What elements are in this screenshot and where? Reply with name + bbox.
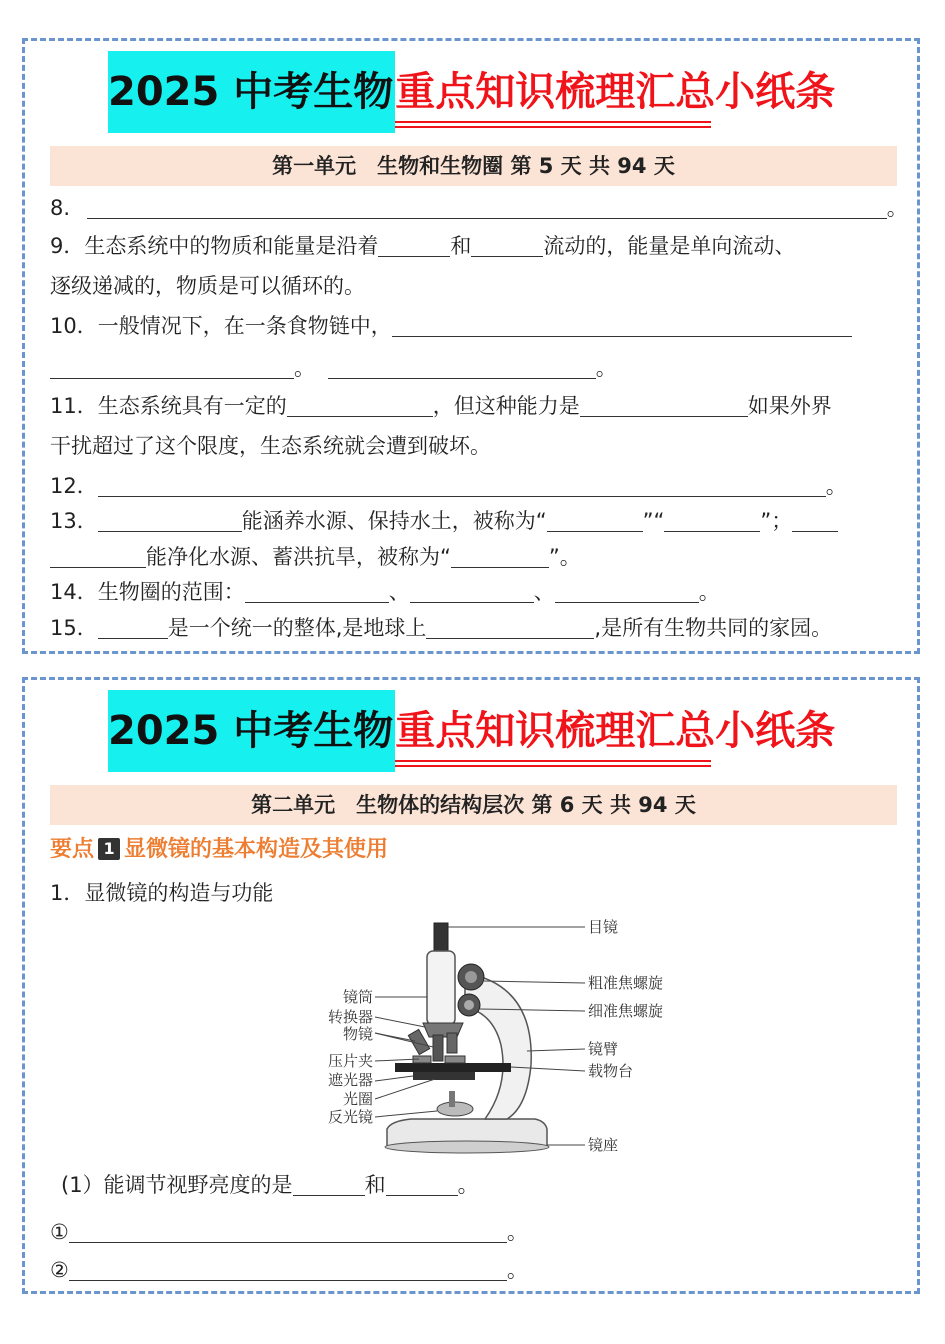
punct: 。 <box>457 1173 479 1197</box>
question-number: 13． <box>50 509 98 533</box>
question-1 <box>61 1170 479 1200</box>
punct: 、 <box>533 580 555 604</box>
question-14 <box>50 577 720 607</box>
key-title: 显微镜的基本构造及其使用 <box>124 837 389 862</box>
question-15 <box>50 613 832 643</box>
question-text: (1）能调节视野亮度的是 <box>61 1173 293 1197</box>
microscope-diagram <box>295 915 664 1165</box>
question-text: 流动的，能量是单向流动、 <box>543 234 796 258</box>
answer-blank[interactable] <box>69 1218 507 1243</box>
circled-number: ① <box>50 1220 69 1244</box>
question-9 <box>50 231 795 261</box>
key-point-heading <box>50 832 388 863</box>
question-text: 11．生态系统具有一定的 <box>50 394 287 418</box>
question-number: 12． <box>50 474 98 498</box>
question-9-cont: 逐级递减的，物质是可以循环的。 <box>50 274 365 298</box>
label-fine-focus: 细准焦螺旋 <box>588 1002 664 1020</box>
microscope-arm <box>465 973 531 1119</box>
answer-blank[interactable] <box>426 614 594 639</box>
punct: 。 <box>595 356 617 380</box>
label-eyepiece: 目镜 <box>588 918 619 936</box>
answer-blank[interactable] <box>386 1171 458 1196</box>
punct: 。 <box>825 474 847 498</box>
question-text: 10．一般情况下，在一条食物链中， <box>50 314 392 338</box>
answer-blank[interactable] <box>451 543 549 568</box>
question-8 <box>50 193 908 223</box>
answer-line-1 <box>50 1217 528 1247</box>
title-highlight: 2025 中考生物 <box>108 690 395 772</box>
label-aperture: 光圈 <box>342 1090 373 1108</box>
unit-header: 第二单元 生物体的结构层次 第 6 天 共 94 天 <box>50 785 897 825</box>
punct: 。 <box>294 356 315 380</box>
question-text: 14．生物圈的范围： <box>50 580 245 604</box>
question-11 <box>50 391 832 421</box>
punct: 。 <box>886 196 908 220</box>
answer-blank[interactable] <box>555 578 699 603</box>
punct: 、 <box>388 580 410 604</box>
answer-blank[interactable] <box>50 543 146 568</box>
answer-blank[interactable] <box>580 392 748 417</box>
stage <box>395 1063 511 1072</box>
answer-blank[interactable] <box>98 507 242 532</box>
question-number: 8. <box>50 196 71 220</box>
label-nosepiece: 转换器 <box>327 1008 373 1026</box>
question-text: ，但这种能力是 <box>432 394 580 418</box>
question-text: ”； <box>760 509 793 533</box>
item-1: 1．显微镜的构造与功能 <box>50 881 274 905</box>
label-arm: 镜臂 <box>588 1040 619 1058</box>
question-text: 如果外界 <box>747 394 832 418</box>
question-text: ,是所有生物共同的家园。 <box>594 616 833 640</box>
question-text: 是一个统一的整体,是地球上 <box>167 616 427 640</box>
question-12 <box>50 471 847 501</box>
question-text: 和 <box>364 1173 386 1197</box>
answer-blank[interactable] <box>98 614 168 639</box>
label-base: 镜座 <box>588 1136 619 1154</box>
title-highlight: 2025 中考生物 <box>108 51 395 133</box>
answer-blank[interactable] <box>378 232 450 257</box>
question-10-cont <box>50 353 617 383</box>
question-number: 15． <box>50 616 98 640</box>
question-13-cont <box>50 542 581 572</box>
question-13 <box>50 506 838 536</box>
answer-blank[interactable] <box>98 472 826 497</box>
question-text: 9．生态系统中的物质和能量是沿着 <box>50 234 379 258</box>
answer-blank[interactable] <box>293 1171 365 1196</box>
label-mirror: 反光镜 <box>327 1108 373 1126</box>
question-text: 和 <box>450 234 472 258</box>
circled-number: ② <box>50 1258 69 1282</box>
answer-blank[interactable] <box>410 578 534 603</box>
punct: 。 <box>506 1220 528 1244</box>
label-stage: 载物台 <box>588 1062 634 1080</box>
question-text: ”。 <box>548 545 581 569</box>
answer-line-2 <box>50 1255 528 1285</box>
answer-blank[interactable] <box>471 232 543 257</box>
answer-blank[interactable] <box>50 354 294 379</box>
unit-header: 第一单元 生物和生物圈 第 5 天 共 94 天 <box>50 146 897 186</box>
answer-blank[interactable] <box>69 1256 507 1281</box>
answer-blank[interactable] <box>328 354 596 379</box>
label-tube: 镜筒 <box>342 988 373 1006</box>
question-text: 能净化水源、蓄洪抗旱，被称为“ <box>146 545 451 569</box>
question-text: ”“ <box>642 509 665 533</box>
question-text: 能涵养水源、保持水土，被称为“ <box>241 509 547 533</box>
label-diaphragm: 遮光器 <box>327 1071 373 1089</box>
answer-blank[interactable] <box>547 507 643 532</box>
key-number-badge: 1 <box>98 838 120 860</box>
key-prefix: 要点 <box>50 837 95 862</box>
answer-blank[interactable] <box>664 507 760 532</box>
answer-blank[interactable] <box>287 392 433 417</box>
answer-blank[interactable] <box>792 507 838 532</box>
label-clip: 压片夹 <box>327 1052 373 1070</box>
page-title <box>108 690 835 772</box>
label-objective: 物镜 <box>342 1025 373 1043</box>
title-red: 重点知识梳理汇总小纸条 <box>395 690 835 772</box>
card-unit-1 <box>22 38 920 654</box>
title-red: 重点知识梳理汇总小纸条 <box>395 51 835 133</box>
question-11-cont: 干扰超过了这个限度，生态系统就会遭到破坏。 <box>50 434 491 458</box>
card-unit-2 <box>22 677 920 1294</box>
page-title <box>108 51 835 133</box>
answer-blank[interactable] <box>87 194 887 219</box>
eyepiece <box>434 923 448 953</box>
punct: 。 <box>506 1258 528 1282</box>
answer-blank[interactable] <box>245 578 389 603</box>
answer-blank[interactable] <box>392 312 852 337</box>
question-10 <box>50 311 852 341</box>
label-coarse-focus: 粗准焦螺旋 <box>588 974 664 992</box>
punct: 。 <box>698 580 720 604</box>
